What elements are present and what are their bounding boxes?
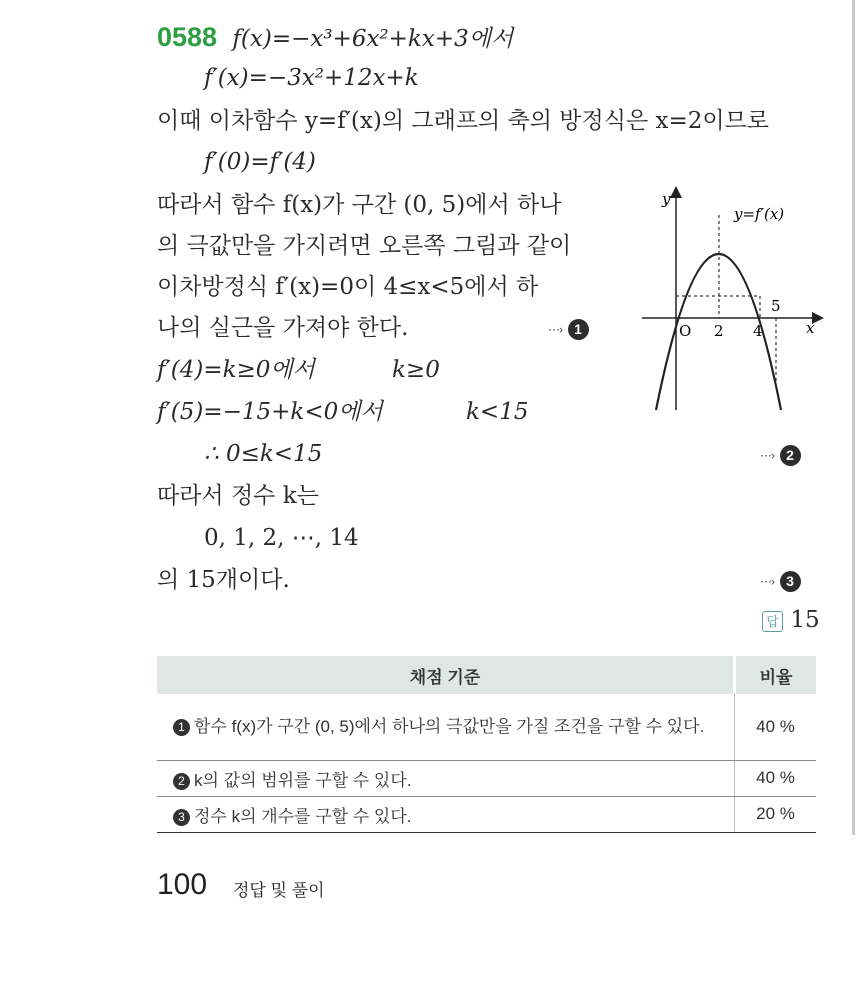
rubric-text: 정수 k의 개수를 구할 수 있다.	[194, 806, 412, 826]
footer-section: 정답 및 풀이	[233, 881, 325, 900]
answer-icon: 답	[762, 611, 783, 632]
rubric-criterion	[157, 760, 735, 796]
marker-1	[548, 314, 589, 345]
condition-1: f′(4)=k≥0에서	[157, 357, 315, 383]
rubric-text: 함수 f(x)가 구간 (0, 5)에서 하나의 극값만을 가질 조건을 구할 수 있다.	[194, 716, 705, 736]
axis-statement: 이때 이차함수 y=f′(x)의 그래프의 축의 방정식은 x=2이므로	[157, 108, 770, 134]
page-edge-line	[852, 0, 855, 835]
para-line-3: 이차방정식 f′(x)=0이 4≤x<5에서 하	[157, 274, 539, 300]
tick-label-4: 4	[753, 322, 763, 340]
integer-list: 0, 1, 2, ⋯, 14	[204, 525, 359, 551]
rubric-criterion	[157, 694, 735, 760]
marker-dots: ⋯›	[760, 574, 774, 589]
marker-dots: ⋯›	[760, 448, 774, 463]
page-number: 100	[157, 868, 208, 901]
circle-number-2: 2	[780, 445, 801, 466]
rubric-number-badge: 1	[173, 719, 190, 736]
rubric-number-badge: 3	[173, 809, 190, 826]
problem-header	[157, 22, 513, 54]
rubric-number-badge: 2	[173, 773, 190, 790]
para-line-4: 나의 실근을 가져야 한다.	[157, 315, 409, 341]
rubric-row-2	[157, 760, 816, 796]
condition-2: f′(5)=−15+k<0에서	[157, 399, 383, 425]
marker-3	[760, 566, 801, 597]
answer-value: 15	[790, 607, 820, 633]
rubric-text: k의 값의 범위를 구할 수 있다.	[194, 770, 412, 790]
origin-label: O	[679, 322, 692, 340]
rubric-criterion	[157, 796, 735, 832]
marker-2	[760, 440, 801, 471]
curve-label: y=f′(x)	[734, 205, 785, 223]
rubric-row-1	[157, 694, 816, 760]
x-axis-label: x	[806, 319, 815, 337]
symmetry-line: f′(0)=f′(4)	[204, 149, 316, 175]
para-line-1: 따라서 함수 f(x)가 구간 (0, 5)에서 하나	[157, 192, 562, 218]
tick-label-5: 5	[771, 297, 781, 315]
y-axis-label: y	[662, 190, 671, 208]
rubric-ratio: 40 %	[735, 694, 817, 760]
circle-number-3: 3	[780, 571, 801, 592]
condition-1-result: k≥0	[392, 357, 440, 383]
problem-number: 0588	[157, 22, 218, 52]
rubric-ratio: 40 %	[735, 760, 817, 796]
rubric-row-3	[157, 796, 816, 832]
therefore-line: ∴ 0≤k<15	[204, 441, 323, 467]
ratio-header: 비율	[735, 656, 817, 694]
para-line-2: 의 극값만을 가지려면 오른쪽 그림과 같이	[157, 233, 572, 259]
scoring-rubric-table	[157, 656, 816, 833]
circle-number-1: 1	[568, 319, 589, 340]
conclusion: 의 15개이다.	[157, 567, 290, 593]
rubric-ratio: 20 %	[735, 796, 817, 832]
marker-dots: ⋯›	[548, 322, 562, 337]
given-function: f(x)=−x³+6x²+kx+3에서	[232, 26, 514, 52]
condition-2-result: k<15	[466, 399, 529, 425]
answer	[762, 605, 820, 635]
derivative-line: f′(x)=−3x²+12x+k	[204, 65, 419, 91]
criteria-header: 채점 기준	[157, 656, 735, 694]
tick-label-2: 2	[714, 322, 724, 340]
parabola-graph	[630, 180, 830, 420]
integer-intro: 따라서 정수 k는	[157, 483, 319, 509]
